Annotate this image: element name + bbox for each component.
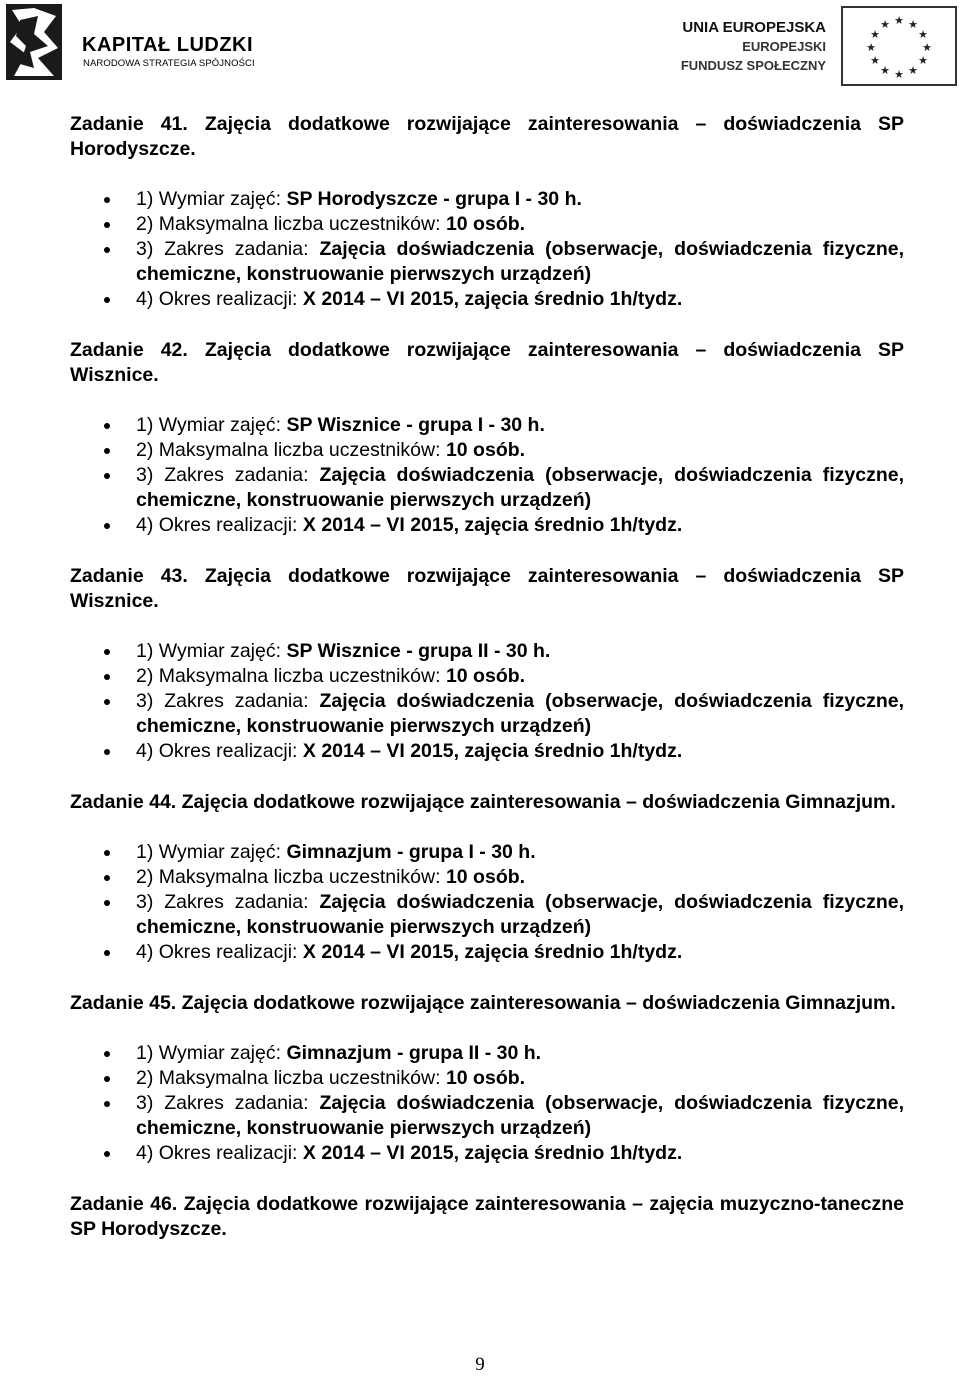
item-value: SP Wisznice - grupa I - 30 h. xyxy=(286,414,545,436)
task-number: Zadanie 41. xyxy=(70,113,188,135)
item-label: 4) Okres realizacji: xyxy=(136,740,298,762)
item-value: SP Wisznice - grupa II - 30 h. xyxy=(286,640,551,662)
list-item xyxy=(70,438,904,463)
task-number: Zadanie 42. xyxy=(70,339,188,361)
task-title xyxy=(70,991,904,1016)
bullet-icon xyxy=(104,749,110,755)
bullet-icon xyxy=(104,850,110,856)
item-value: 10 osób. xyxy=(445,1067,526,1089)
item-label: 1) Wymiar zajęć: xyxy=(136,188,282,210)
svg-text:★: ★ xyxy=(880,64,890,77)
item-label: 3) Zakres zadania: xyxy=(136,1092,309,1114)
svg-text:★: ★ xyxy=(894,14,904,27)
list-item xyxy=(70,212,904,237)
task-detail-list xyxy=(70,187,904,312)
task-section xyxy=(70,1192,904,1242)
item-value: X 2014 – VI 2015, zajęcia średnio 1h/tydz. xyxy=(302,740,683,762)
svg-text:★: ★ xyxy=(918,54,928,67)
bullet-icon xyxy=(104,900,110,906)
svg-text:★: ★ xyxy=(908,18,918,31)
task-section xyxy=(70,112,904,312)
bullet-icon xyxy=(104,1151,110,1157)
item-label: 4) Okres realizacji: xyxy=(136,941,298,963)
task-detail-list xyxy=(70,840,904,965)
task-section xyxy=(70,790,904,965)
bullet-icon xyxy=(104,297,110,303)
list-item xyxy=(70,664,904,689)
svg-text:★: ★ xyxy=(870,54,880,67)
item-value: X 2014 – VI 2015, zajęcia średnio 1h/tydz. xyxy=(302,288,683,310)
list-item xyxy=(70,1091,904,1141)
task-section xyxy=(70,338,904,538)
item-value: 10 osób. xyxy=(445,213,526,235)
task-detail-list xyxy=(70,639,904,764)
list-item xyxy=(70,413,904,438)
item-value: Zajęcia doświadczenia (obserwacje, doświadczenia fizyczne, chemiczne, konstruowanie pierwszych urządzeń) xyxy=(136,891,904,938)
item-label: 1) Wymiar zajęć: xyxy=(136,640,282,662)
item-label: 1) Wymiar zajęć: xyxy=(136,841,282,863)
item-value: Zajęcia doświadczenia (obserwacje, doświadczenia fizyczne, chemiczne, konstruowanie pierwszych urządzeń) xyxy=(136,238,904,285)
item-label: 1) Wymiar zajęć: xyxy=(136,1042,282,1064)
page-header xyxy=(0,0,960,90)
task-title xyxy=(70,112,904,162)
task-name: Zajęcia dodatkowe rozwijające zainteresowania – doświadczenia SP Wisznice. xyxy=(70,565,905,612)
bullet-icon xyxy=(104,950,110,956)
task-title xyxy=(70,338,904,388)
bullet-icon xyxy=(104,649,110,655)
item-label: 2) Maksymalna liczba uczestników: xyxy=(136,665,441,687)
item-label: 2) Maksymalna liczba uczestników: xyxy=(136,866,441,888)
bullet-icon xyxy=(104,473,110,479)
item-value: 10 osób. xyxy=(445,866,526,888)
bullet-icon xyxy=(104,875,110,881)
item-value: X 2014 – VI 2015, zajęcia średnio 1h/tydz. xyxy=(302,1142,683,1164)
list-item xyxy=(70,639,904,664)
task-section xyxy=(70,564,904,764)
svg-text:★: ★ xyxy=(880,18,890,31)
list-item xyxy=(70,1066,904,1091)
bullet-icon xyxy=(104,674,110,680)
svg-text:★: ★ xyxy=(908,64,918,77)
task-detail-list xyxy=(70,1041,904,1166)
svg-text:★: ★ xyxy=(918,28,928,41)
bullet-icon xyxy=(104,1101,110,1107)
task-number: Zadanie 45. xyxy=(70,992,177,1014)
svg-text:★: ★ xyxy=(870,28,880,41)
item-label: 2) Maksymalna liczba uczestników: xyxy=(136,439,441,461)
list-item xyxy=(70,513,904,538)
item-label: 2) Maksymalna liczba uczestników: xyxy=(136,1067,441,1089)
item-label: 3) Zakres zadania: xyxy=(136,464,309,486)
item-label: 3) Zakres zadania: xyxy=(136,238,309,260)
bullet-icon xyxy=(104,1076,110,1082)
item-label: 3) Zakres zadania: xyxy=(136,891,309,913)
task-number: Zadanie 43. xyxy=(70,565,188,587)
list-item xyxy=(70,1041,904,1066)
list-item xyxy=(70,237,904,287)
item-label: 4) Okres realizacji: xyxy=(136,288,298,310)
bullet-icon xyxy=(104,523,110,529)
bullet-icon xyxy=(104,222,110,228)
task-number: Zadanie 44. xyxy=(70,791,177,813)
list-item xyxy=(70,890,904,940)
list-item xyxy=(70,865,904,890)
task-name: Zajęcia dodatkowe rozwijające zainteresowania – doświadczenia SP Horodyszcze. xyxy=(70,113,905,160)
item-value: Gimnazjum - grupa I - 30 h. xyxy=(286,841,536,863)
task-title xyxy=(70,790,904,815)
kapital-ludzki-subtitle: NARODOWA STRATEGIA SPÓJNOŚCI xyxy=(83,58,255,69)
item-value: X 2014 – VI 2015, zajęcia średnio 1h/tydz. xyxy=(302,941,683,963)
task-name: Zajęcia dodatkowe rozwijające zainteresowania – zajęcia muzyczno-taneczne SP Horodyszcze. xyxy=(70,1193,904,1240)
item-label: 3) Zakres zadania: xyxy=(136,690,309,712)
eu-flag-icon xyxy=(841,6,957,86)
task-title xyxy=(70,1192,904,1242)
bullet-icon xyxy=(104,1051,110,1057)
task-title xyxy=(70,564,904,614)
item-value: SP Horodyszcze - grupa I - 30 h. xyxy=(286,188,582,210)
item-value: Zajęcia doświadczenia (obserwacje, doświadczenia fizyczne, chemiczne, konstruowanie pierwszych urządzeń) xyxy=(136,1092,904,1139)
item-value: 10 osób. xyxy=(445,439,526,461)
kapital-ludzki-logo xyxy=(4,2,64,82)
list-item xyxy=(70,739,904,764)
task-name: Zajęcia dodatkowe rozwijające zainteresowania – doświadczenia Gimnazjum. xyxy=(181,992,896,1014)
task-name: Zajęcia dodatkowe rozwijające zainteresowania – doświadczenia Gimnazjum. xyxy=(181,791,896,813)
item-label: 1) Wymiar zajęć: xyxy=(136,414,282,436)
item-label: 4) Okres realizacji: xyxy=(136,514,298,536)
document-body xyxy=(70,112,904,1268)
list-item xyxy=(70,840,904,865)
list-item xyxy=(70,1141,904,1166)
bullet-icon xyxy=(104,699,110,705)
item-value: Zajęcia doświadczenia (obserwacje, doświadczenia fizyczne, chemiczne, konstruowanie pierwszych urządzeń) xyxy=(136,464,904,511)
eu-logo-text xyxy=(640,18,826,75)
svg-text:★: ★ xyxy=(866,41,876,54)
bullet-icon xyxy=(104,448,110,454)
list-item xyxy=(70,187,904,212)
eu-logo-line1: UNIA EUROPEJSKA xyxy=(682,19,826,36)
item-value: Gimnazjum - grupa II - 30 h. xyxy=(286,1042,542,1064)
item-label: 2) Maksymalna liczba uczestników: xyxy=(136,213,441,235)
eu-logo-line3: FUNDUSZ SPOŁECZNY xyxy=(680,58,826,73)
eu-logo-line2: EUROPEJSKI xyxy=(742,39,826,54)
list-item xyxy=(70,463,904,513)
list-item xyxy=(70,940,904,965)
list-item xyxy=(70,689,904,739)
task-number: Zadanie 46. xyxy=(70,1193,178,1215)
svg-text:★: ★ xyxy=(894,68,904,81)
bullet-icon xyxy=(104,247,110,253)
bullet-icon xyxy=(104,197,110,203)
item-value: 10 osób. xyxy=(445,665,526,687)
kapital-ludzki-title: KAPITAŁ LUDZKI xyxy=(82,34,254,56)
svg-text:★: ★ xyxy=(922,41,932,54)
item-value: Zajęcia doświadczenia (obserwacje, doświadczenia fizyczne, chemiczne, konstruowanie pierwszych urządzeń) xyxy=(136,690,904,737)
page-number: 9 xyxy=(475,1354,485,1375)
item-label: 4) Okres realizacji: xyxy=(136,1142,298,1164)
bullet-icon xyxy=(104,423,110,429)
task-name: Zajęcia dodatkowe rozwijające zainteresowania – doświadczenia SP Wisznice. xyxy=(70,339,905,386)
task-detail-list xyxy=(70,413,904,538)
task-section xyxy=(70,991,904,1166)
item-value: X 2014 – VI 2015, zajęcia średnio 1h/tydz. xyxy=(302,514,683,536)
list-item xyxy=(70,287,904,312)
